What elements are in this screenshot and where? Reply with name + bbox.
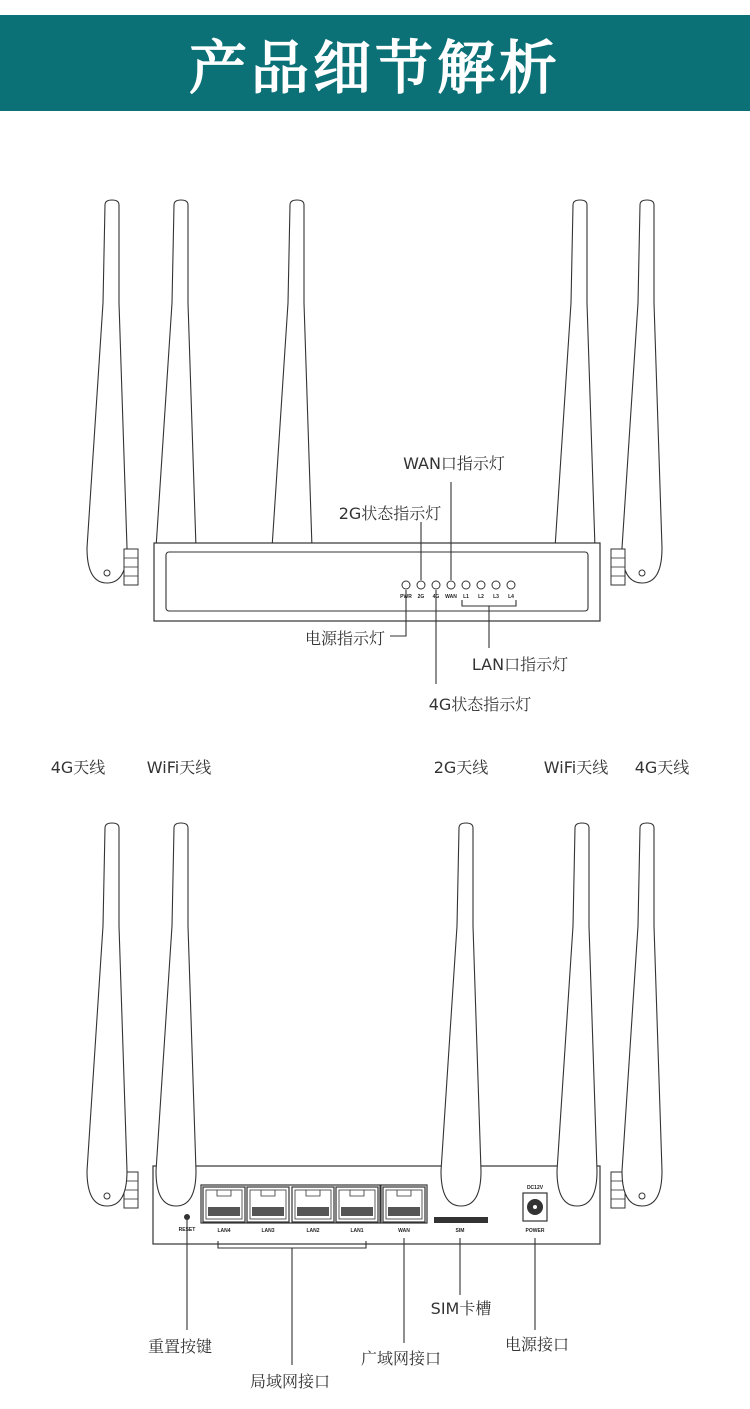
port-wan [383, 1187, 425, 1222]
port-label-reset: RESET [178, 1227, 196, 1233]
led-label-l1: L1 [463, 594, 469, 600]
led-4g [432, 581, 440, 589]
callout-lan: 局域网接口 [249, 1372, 331, 1391]
callout-power: 电源接口 [504, 1335, 570, 1354]
sim-slot [434, 1217, 488, 1223]
callout-sim: SIM卡槽 [430, 1299, 492, 1318]
led-wan [447, 581, 455, 589]
port-label-lan4: LAN4 [217, 1228, 231, 1234]
callout-power-led: 电源指示灯 [304, 629, 385, 648]
port-label-dc: DC12V [526, 1185, 544, 1191]
antenna-label-wifi-left: WiFi天线 [146, 758, 212, 777]
led-label-4g: 4G [432, 594, 440, 600]
port-lan4 [203, 1187, 245, 1222]
port-label-lan3: LAN3 [261, 1228, 275, 1234]
led-label-l2: L2 [478, 594, 484, 600]
port-label-sim: SIM [455, 1228, 465, 1234]
led-pwr [402, 581, 410, 589]
callout-4g-led: 4G状态指示灯 [428, 695, 532, 714]
front-antenna-4 [555, 200, 595, 583]
led-2g [417, 581, 425, 589]
back-view [51, 758, 690, 1391]
led-label-l3: L3 [493, 594, 499, 600]
front-antenna-5 [622, 200, 662, 583]
led-label-l4: L4 [508, 594, 514, 600]
port-lan1 [336, 1187, 378, 1222]
led-label-2g: 2G [417, 594, 425, 600]
back-antenna-4g-left [87, 823, 127, 1206]
callout-reset: 重置按键 [147, 1337, 213, 1356]
front-view [87, 200, 662, 714]
back-antenna-2g [441, 823, 481, 1206]
led-l2 [477, 581, 485, 589]
antenna-label-4g-right: 4G天线 [634, 758, 690, 777]
led-l3 [492, 581, 500, 589]
port-label-lan2: LAN2 [306, 1228, 320, 1234]
callout-lan-led: LAN口指示灯 [471, 655, 569, 674]
port-label-wan: WAN [398, 1228, 410, 1234]
callout-wan: 广域网接口 [360, 1349, 442, 1368]
led-label-pwr: PWR [400, 594, 412, 600]
antenna-label-wifi-right: WiFi天线 [543, 758, 609, 777]
led-l1 [462, 581, 470, 589]
front-antenna-3 [272, 200, 312, 583]
port-lan2 [292, 1187, 334, 1222]
back-antenna-wifi-left [156, 823, 196, 1206]
callout-wan-led: WAN口指示灯 [403, 454, 505, 473]
led-label-wan: WAN [445, 594, 457, 600]
antenna-label-4g-left: 4G天线 [50, 758, 106, 777]
router-front-panel [166, 552, 588, 611]
page-title: 产品细节解析 [188, 34, 561, 102]
front-antenna-1 [87, 200, 127, 583]
front-antenna-2 [156, 200, 196, 583]
port-label-power: POWER [525, 1228, 545, 1234]
callout-2g-led: 2G状态指示灯 [338, 504, 442, 523]
port-label-lan1: LAN1 [350, 1228, 364, 1234]
led-l4 [507, 581, 515, 589]
port-lan3 [247, 1187, 289, 1222]
back-antenna-4g-right [622, 823, 662, 1206]
reset-button [184, 1214, 190, 1220]
antenna-label-2g: 2G天线 [433, 758, 489, 777]
back-antenna-wifi-right [557, 823, 597, 1206]
